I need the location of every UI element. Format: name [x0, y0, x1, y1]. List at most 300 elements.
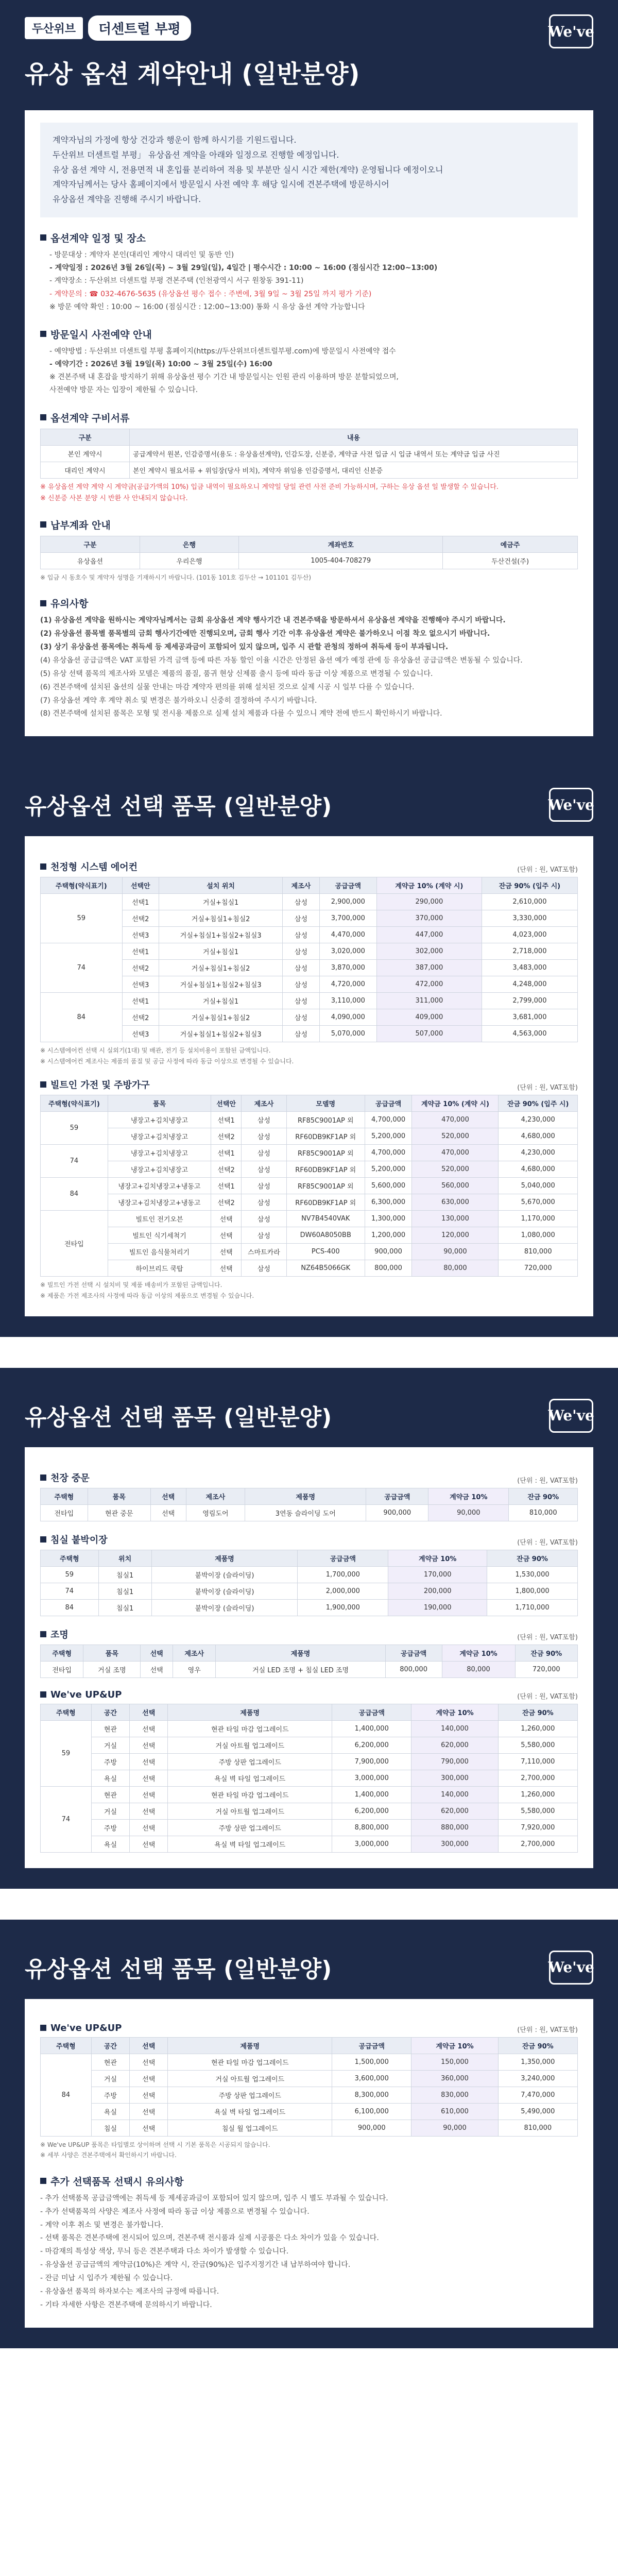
table-cell: 5,600,000 — [365, 1178, 412, 1194]
table-cell: 우리은행 — [140, 552, 239, 569]
square-bullet-icon — [40, 1475, 46, 1481]
table-cell: 욕실 벽 타일 업그레이드 — [168, 1836, 332, 1852]
table-cell: RF60DB9KF1AP 외 — [286, 1128, 365, 1145]
table-cell: 150,000 — [411, 2054, 498, 2070]
notice-line: (6) 견본주택에 설치된 옵션의 실물 안내는 마감 계약자 편의를 위해 설치된 것으로 실제 시공 시 일부 다를 수 있습니다. — [40, 683, 415, 691]
aircon-table-body — [41, 894, 578, 1042]
notice-line: (5) 유상 선택 품목의 제조사와 모델은 제품의 품질, 품귀 현상 신제품 출시 등에 따라 동급 이상 제품으로 변경될 수 있습니다. — [40, 669, 433, 678]
table-cell: 침실 월 업그레이드 — [168, 2120, 332, 2136]
table-header: 주택형 — [41, 1645, 83, 1661]
table-header: 공급금액 — [332, 1704, 411, 1720]
table-cell: 4,680,000 — [499, 1128, 578, 1145]
band3-card-wrap — [0, 1999, 618, 2348]
aircon-note: ※ 시스템에어컨 선택 시 실외기(1대) 및 배관, 전기 등 설치비용이 포함된 금액입니다. — [40, 1047, 271, 1055]
table-cell: 삼성 — [242, 1178, 287, 1194]
table-cell: 360,000 — [411, 2070, 498, 2087]
table-header: 제품명 — [168, 1704, 332, 1720]
schedule-lines — [40, 249, 578, 314]
table-header: 계약금 10% (계약 시) — [412, 1095, 499, 1112]
table-row — [41, 943, 578, 960]
table-cell: 냉장고+김치냉장고 — [108, 1112, 211, 1128]
account-table — [40, 536, 578, 569]
intro-line: 유상 옵션 계약 시, 전용면적 내 혼입률 분리하여 적용 및 부분만 실시 시간 제한(계약) 운영됩니다 예정이오니 — [53, 164, 443, 175]
table-cell: 1,530,000 — [487, 1566, 578, 1583]
table-cell: 4,720,000 — [319, 976, 376, 993]
table-cell: 3,110,000 — [319, 993, 376, 1009]
table-cell: 욕실 — [91, 1836, 129, 1852]
table-cell: 6,200,000 — [332, 1737, 411, 1753]
table-header: 품목 — [83, 1645, 141, 1661]
band1-card-wrap — [0, 836, 618, 1337]
table-cell: 삼성 — [242, 1211, 287, 1227]
reserve-title — [40, 327, 578, 341]
table-header: 구분 — [41, 429, 130, 445]
table-row — [41, 1819, 578, 1836]
extra-line: - 추가 선택품목 공급금액에는 취득세 등 제세공과금이 포함되어 있지 않으며, 입주 시 별도 부과될 수 있습니다. — [40, 2194, 388, 2202]
light-title-text: 조명 — [50, 1629, 68, 1640]
table-cell: 2,700,000 — [498, 1770, 577, 1786]
table-cell: 3,483,000 — [482, 960, 577, 976]
table-cell: 74 — [41, 1583, 99, 1599]
table-cell: 7,920,000 — [498, 1819, 577, 1836]
extra-title — [40, 2174, 578, 2188]
builtin-note: ※ 제품은 가전 제조사의 사정에 따라 동급 이상의 제품으로 변경될 수 있습니다. — [40, 1292, 254, 1299]
table-row — [41, 1786, 578, 1803]
table-row — [41, 1227, 578, 1244]
table-cell: 삼성 — [283, 993, 319, 1009]
extra-line: - 추가 선택품목의 사양은 제조사 사정에 따라 동급 이상 제품으로 변경될 수 있습니다. — [40, 2207, 310, 2216]
table-cell: 선택2 — [122, 960, 159, 976]
table-cell: 520,000 — [412, 1128, 499, 1145]
table-cell: 선택3 — [122, 1026, 159, 1042]
upgrade2-table-body — [41, 2054, 578, 2136]
extra-line: - 계약 이후 취소 및 변경은 불가합니다. — [40, 2221, 164, 2229]
table-cell: 5,670,000 — [499, 1194, 578, 1211]
notice-line: (1) 유상옵션 계약을 원하시는 계약자님께서는 금회 유상옵션 계약 행사기간 내 견본주택을 방문하셔서 유상옵션 계약을 진행해야 주시기 바랍니다. — [40, 616, 506, 625]
table-cell: 472,000 — [376, 976, 482, 993]
table-cell: 470,000 — [412, 1112, 499, 1128]
reserve-line: - 예약방법 : 두산위브 더센트럴 부평 홈페이지(https://두산위브더센트럴부평.com)에 방문일시 사전예약 접수 — [49, 347, 396, 355]
table-cell: 침실 — [91, 2120, 129, 2136]
table-cell: 거실 조명 — [83, 1661, 141, 1677]
table-cell: 470,000 — [412, 1145, 499, 1161]
table-cell: 1,900,000 — [298, 1599, 388, 1616]
table-header: 주택형 — [41, 1704, 92, 1720]
table-row — [41, 1211, 578, 1227]
table-cell: 침실1 — [98, 1599, 151, 1616]
square-bullet-icon — [40, 1081, 46, 1088]
table-header: 선택 — [130, 2037, 168, 2054]
table-cell: 거실+침실1+침실2 — [159, 960, 282, 976]
band-title: 유상옵션 선택 품목 (일반분양) — [25, 793, 332, 820]
table-cell: 1,170,000 — [499, 1211, 578, 1227]
upgrade2-title-text: We've UP&UP — [50, 2022, 122, 2033]
table-header: 제품명 — [245, 1488, 366, 1504]
table-cell: 거실+침실1+침실2+침실3 — [159, 1026, 282, 1042]
table-header: 품목 — [88, 1488, 150, 1504]
table-cell: 1,400,000 — [332, 1786, 411, 1803]
option-card-2 — [25, 1447, 593, 1868]
table-cell: RF60DB9KF1AP 외 — [286, 1161, 365, 1178]
table-cell: 120,000 — [412, 1227, 499, 1244]
extra-line: - 유상옵션 공급금액의 계약금(10%)은 계약 시, 잔금(90%)은 입주지정기간 내 납부하여야 합니다. — [40, 2261, 351, 2269]
table-cell: 선택 — [130, 2103, 168, 2120]
square-bullet-icon — [40, 1691, 46, 1698]
table-cell: 74 — [41, 1786, 92, 1852]
table-cell: 선택1 — [122, 993, 159, 1009]
extra-line: - 마감재의 특성상 색상, 무늬 등은 견본주택과 다소 차이가 발생할 수 있습니다. — [40, 2247, 289, 2256]
table-cell: 거실 — [91, 2070, 129, 2087]
schedule-line: - 계약일정 : 2026년 3월 26일(목) ~ 3월 29일(일), 4일간 | 평수시간 : 10:00 ~ 16:00 (점심시간 12:00~13:00) — [49, 264, 438, 273]
table-cell: 선택2 — [211, 1194, 242, 1211]
table-header: 선택 — [130, 1704, 168, 1720]
table-cell: 유상옵션 — [41, 552, 140, 569]
table-cell: 560,000 — [412, 1178, 499, 1194]
table-cell: 냉장고+김치냉장고+냉동고 — [108, 1178, 211, 1194]
unit-label: (단위 : 원, VAT포함) — [517, 866, 578, 874]
aircon-note: ※ 시스템에어컨 제조사는 제품의 품질 및 공급 사정에 따라 동급 이상으로 변경될 수 있습니다. — [40, 1057, 294, 1065]
table-header: 공간 — [91, 2037, 129, 2054]
table-cell: 주방 상판 업그레이드 — [168, 1819, 332, 1836]
table-cell: 3,240,000 — [498, 2070, 577, 2087]
page-title: 유상 옵션 계약안내 (일반분양) — [25, 60, 360, 89]
table-cell: 80,000 — [412, 1260, 499, 1277]
table-cell: RF85C9001AP 외 — [286, 1145, 365, 1161]
table-cell: 공급계약서 원본, 인감증명서(용도 : 유상옵션계약), 인감도장, 신분증, 계약금 사전 입금 시 입금 내역서 또는 계약금 입금 사진 — [130, 445, 578, 462]
table-cell: 84 — [41, 2054, 92, 2136]
table-cell: 침실1 — [98, 1566, 151, 1583]
table-cell: 610,000 — [411, 2103, 498, 2120]
table-cell: 영림도어 — [186, 1504, 245, 1521]
table-cell: 1,200,000 — [365, 1227, 412, 1244]
weve-logo-icon: We've — [549, 14, 593, 48]
extra-line: - 선택 품목은 견본주택에 전시되어 있으며, 견본주택 전시품과 실제 시공품은 다소 차이가 있을 수 있습니다. — [40, 2234, 379, 2243]
table-cell: RF85C9001AP 외 — [286, 1112, 365, 1128]
table-cell: 삼성 — [283, 1009, 319, 1026]
table-row — [41, 462, 578, 478]
table-row — [41, 1504, 578, 1521]
intro-card — [25, 110, 593, 736]
table-row — [41, 1566, 578, 1583]
table-cell: 130,000 — [412, 1211, 499, 1227]
table-cell: 1,800,000 — [487, 1583, 578, 1599]
table-cell: 현관 타일 마감 업그레이드 — [168, 1720, 332, 1737]
brand-label: 두산위브 — [25, 17, 83, 39]
band-title: 유상옵션 선택 품목 (일반분양) — [25, 1404, 332, 1431]
table-cell: 3,000,000 — [332, 1770, 411, 1786]
table-cell: 8,800,000 — [332, 1819, 411, 1836]
table-header: 제조사 — [242, 1095, 287, 1112]
notice-line: (4) 유상옵션 공급금액은 VAT 포함된 가격 금액 등에 따른 자동 할인 이율 시간은 안정된 옵션 예가 예정 관에 등 유상옵션 공급금액은 변동될 수 있습니다. — [40, 656, 523, 665]
table-cell: 대리인 계약시 — [41, 462, 130, 478]
table-cell: 거실+침실1+침실2 — [159, 910, 282, 927]
table-cell: 900,000 — [365, 1244, 412, 1260]
table-cell: 거실 아트월 업그레이드 — [168, 1737, 332, 1753]
square-bullet-icon — [40, 234, 46, 241]
table-cell: 1,700,000 — [298, 1566, 388, 1583]
table-cell: 5,200,000 — [365, 1161, 412, 1178]
table-header: 주택형 — [41, 2037, 92, 2054]
table-cell: 삼성 — [242, 1112, 287, 1128]
table-cell: 5,040,000 — [499, 1178, 578, 1194]
table-row — [41, 2120, 578, 2136]
reserve-line: - 예약기간 : 2026년 3월 19일(목) 10:00 ~ 3월 25일(수) 16:00 — [49, 360, 272, 369]
table-cell: 욕실 벽 타일 업그레이드 — [168, 1770, 332, 1786]
table-cell: 7,900,000 — [332, 1753, 411, 1770]
table-cell: 빌트인 음식물처리기 — [108, 1244, 211, 1260]
table-cell: 삼성 — [283, 960, 319, 976]
upgrade2-table — [40, 2037, 578, 2137]
table-cell: 삼성 — [283, 1026, 319, 1042]
table-cell: 선택 — [130, 1753, 168, 1770]
upgrade-table-body — [41, 1720, 578, 1852]
table-cell: 두산건설(주) — [443, 552, 578, 569]
table-cell: 삼성 — [283, 927, 319, 943]
table-cell: 전타입 — [41, 1661, 83, 1677]
table-cell: 5,200,000 — [365, 1128, 412, 1145]
table-row — [41, 1583, 578, 1599]
table-cell: 84 — [41, 1599, 99, 1616]
table-header: 잔금 90% — [487, 1550, 578, 1566]
table-cell: 삼성 — [242, 1161, 287, 1178]
table-cell: 선택 — [150, 1504, 186, 1521]
reserve-line: ※ 견본주택 내 혼잡을 방지하기 위해 유상옵션 평수 기간 내 방문일시는 인원 관리 이용하며 방문 분할되었으며, — [49, 373, 399, 382]
table-cell: 삼성 — [242, 1227, 287, 1244]
table-cell: 스마트카라 — [242, 1244, 287, 1260]
table-cell: 3,330,000 — [482, 910, 577, 927]
table-header: 설치 위치 — [159, 877, 282, 894]
table-cell: 59 — [41, 1566, 99, 1583]
table-cell: DW60A8050BB — [286, 1227, 365, 1244]
table-header: 제품명 — [168, 2037, 332, 2054]
table-cell: 거실 — [91, 1737, 129, 1753]
table-cell: 냉장고+김치냉장고 — [108, 1128, 211, 1145]
table-header: 공급금액 — [332, 2037, 411, 2054]
ceiling-table — [40, 1488, 578, 1521]
table-cell: 7,470,000 — [498, 2087, 577, 2103]
table-row — [41, 2070, 578, 2087]
table-cell: 거실+침실1+침실2+침실3 — [159, 927, 282, 943]
table-header: 선택 — [150, 1488, 186, 1504]
table-cell: 2,000,000 — [298, 1583, 388, 1599]
table-cell: 2,610,000 — [482, 894, 577, 910]
table-cell: 190,000 — [388, 1599, 487, 1616]
table-header: 제조사 — [283, 877, 319, 894]
table-cell: 900,000 — [366, 1504, 428, 1521]
intro-box — [40, 123, 578, 217]
table-cell: 주방 — [91, 1819, 129, 1836]
table-cell: 4,680,000 — [499, 1161, 578, 1178]
notice-line: (3) 상기 유상옵션 품목에는 취득세 등 제세공과금이 포함되어 있지 않으며, 입주 시 관할 관청의 정하여 취득세 등이 부과됩니다. — [40, 643, 449, 652]
table-cell: 90,000 — [411, 2120, 498, 2136]
table-cell: 1,260,000 — [498, 1720, 577, 1737]
extra-lines — [40, 2192, 578, 2312]
table-cell: 빌트인 전기오븐 — [108, 1211, 211, 1227]
table-cell: 7,110,000 — [498, 1753, 577, 1770]
upgrade2-note: ※ 세부 사양은 견본주택에서 확인하시기 바랍니다. — [40, 2151, 177, 2159]
account-title-text: 납부계좌 안내 — [50, 519, 111, 531]
ceiling-title-text: 천장 중문 — [50, 1472, 90, 1484]
unit-label: (단위 : 원, VAT포함) — [517, 1538, 578, 1547]
table-cell: RF60DB9KF1AP 외 — [286, 1194, 365, 1211]
notice-line: (8) 견본주택에 설치된 품목은 모형 및 전시용 제품으로 실제 설치 제품과 다를 수 있으니 계약 전에 반드시 확인하시기 바랍니다. — [40, 709, 442, 718]
table-cell: 5,580,000 — [498, 1803, 577, 1819]
table-cell: 선택1 — [211, 1145, 242, 1161]
square-bullet-icon — [40, 521, 46, 528]
table-cell: 90,000 — [412, 1244, 499, 1260]
table-header: 잔금 90% (입주 시) — [499, 1095, 578, 1112]
flooring-table-body — [41, 1566, 578, 1616]
table-cell: 311,000 — [376, 993, 482, 1009]
schedule-title-text: 옵션계약 일정 및 장소 — [50, 232, 146, 244]
table-header: 잔금 90% (입주 시) — [482, 877, 577, 894]
table-cell: 냉장고+김치냉장고 — [108, 1161, 211, 1178]
table-cell: 거실 아트월 업그레이드 — [168, 2070, 332, 2087]
table-header: 제품명 — [216, 1645, 385, 1661]
flooring-title-text: 침실 붙박이장 — [50, 1534, 108, 1546]
table-cell: 90,000 — [428, 1504, 509, 1521]
table-header: 공급금액 — [366, 1488, 428, 1504]
table-cell: 4,230,000 — [499, 1112, 578, 1128]
table-cell: 720,000 — [515, 1661, 577, 1677]
table-cell: NZ64B5066GK — [286, 1260, 365, 1277]
table-row — [41, 552, 578, 569]
table-header: 제조사 — [173, 1645, 216, 1661]
table-header: 품목 — [108, 1095, 211, 1112]
builtin-note: ※ 빌트인 가전 선택 시 설치비 및 제품 배송비가 포함된 금액입니다. — [40, 1281, 222, 1289]
table-cell: 80,000 — [442, 1661, 515, 1677]
table-cell: 3,870,000 — [319, 960, 376, 976]
table-cell: 붙박이장 (슬라이딩) — [151, 1566, 298, 1583]
table-row — [41, 1803, 578, 1819]
table-header: 계약금 10% — [411, 2037, 498, 2054]
page-bottom — [0, 2348, 618, 2364]
table-cell: 790,000 — [411, 1753, 498, 1770]
spacer — [0, 1889, 618, 1920]
table-cell: 880,000 — [411, 1819, 498, 1836]
documents-note: ※ 유상옵션 계약 계약 시 계약금(공급가액의 10%) 입금 내역이 필요하오니 계약일 당일 관련 사전 준비 가능하시며, 구하는 유상 옵션 일 발생할 수 있습니다. — [40, 483, 499, 491]
aircon-table — [40, 877, 578, 1042]
upgrade-title-text: We've UP&UP — [50, 1689, 122, 1700]
notice-lines — [40, 614, 578, 721]
schedule-line: - 방문대상 : 계약자 본인(대리인 계약시 대리인 및 동반 인) — [49, 250, 234, 259]
intro-line: 계약자님의 가정에 항상 건강과 행운이 함께 하시기를 기원드립니다. — [53, 135, 297, 145]
table-header: 계약금 10% — [411, 1704, 498, 1720]
spacer — [0, 1337, 618, 1368]
notice-title-text: 유의사항 — [50, 598, 89, 610]
builtin-title-text: 빌트인 가전 및 주방가구 — [50, 1080, 150, 1091]
table-cell: 주방 상판 업그레이드 — [168, 1753, 332, 1770]
table-cell: 선택2 — [211, 1161, 242, 1178]
account-title — [40, 518, 578, 532]
extra-line: - 기타 자세한 사항은 견본주택에 문의하시기 바랍니다. — [40, 2300, 212, 2309]
table-cell: 520,000 — [412, 1161, 499, 1178]
table-row — [41, 1128, 578, 1145]
table-cell: 욕실 벽 타일 업그레이드 — [168, 2103, 332, 2120]
table-cell: PCS-400 — [286, 1244, 365, 1260]
table-cell: 현관 중문 — [88, 1504, 150, 1521]
table-cell: 300,000 — [411, 1836, 498, 1852]
table-cell: 현관 타일 마감 업그레이드 — [168, 1786, 332, 1803]
table-cell: 선택 — [130, 1803, 168, 1819]
intro-line: 계약자님께서는 당사 홈페이지에서 방문일시 사전 예약 후 해당 일시에 견본주택에 방문하시어 — [53, 179, 389, 190]
reserve-line: 사전예약 방문 자는 입장이 제한될 수 있습니다. — [49, 386, 198, 395]
table-header: 계약금 10% — [388, 1550, 487, 1566]
table-cell: 5,070,000 — [319, 1026, 376, 1042]
square-bullet-icon — [40, 2025, 46, 2031]
table-header: 계약금 10% — [428, 1488, 509, 1504]
table-cell: 삼성 — [242, 1128, 287, 1145]
option-band-1 — [0, 757, 618, 836]
weve-logo-icon: We've — [549, 788, 593, 822]
intro-line: 두산위브 더센트럴 부평」 유상옵션 계약을 아래와 일정으로 진행할 예정입니다. — [53, 149, 339, 160]
table-cell: 삼성 — [283, 894, 319, 910]
table-header: 공급금액 — [365, 1095, 412, 1112]
table-header: 은행 — [140, 536, 239, 552]
table-cell: 387,000 — [376, 960, 482, 976]
square-bullet-icon — [40, 863, 46, 870]
table-cell: 선택 — [130, 2070, 168, 2087]
table-cell: 주방 — [91, 2087, 129, 2103]
documents-note: ※ 신분증 사본 분양 시 반환 사 안내되지 않습니다. — [40, 494, 188, 502]
weve-logo-icon: We've — [549, 1399, 593, 1433]
table-cell: 409,000 — [376, 1009, 482, 1026]
table-header: 위치 — [98, 1550, 151, 1566]
table-cell: 삼성 — [242, 1194, 287, 1211]
table-cell: 선택2 — [122, 1009, 159, 1026]
square-bullet-icon — [40, 600, 46, 606]
account-number[interactable]: 1005-404-708279 — [239, 552, 443, 569]
table-cell: 선택2 — [122, 910, 159, 927]
table-cell: 삼성 — [283, 910, 319, 927]
reserve-lines — [40, 345, 578, 397]
option-band-2 — [0, 1368, 618, 1447]
table-header: 선택 — [141, 1645, 173, 1661]
table-cell: 선택 — [130, 1819, 168, 1836]
table-cell: 선택1 — [122, 894, 159, 910]
intro-line: 유상옵션 계약을 진행해 주시기 바랍니다. — [53, 194, 201, 205]
notice-line: (2) 유상옵션 품목별 품목별의 금회 행사기간에만 진행되오며, 금회 행사 기간 이후 유상옵션 계약은 불가하오니 이점 착오 없으시기 바랍니다. — [40, 630, 490, 638]
brand-row — [25, 15, 593, 41]
table-cell: 삼성 — [283, 943, 319, 960]
table-cell: 810,000 — [498, 2120, 577, 2136]
table-header: 선택안 — [211, 1095, 242, 1112]
table-cell: 140,000 — [411, 1786, 498, 1803]
table-cell: 3,700,000 — [319, 910, 376, 927]
table-cell: 59 — [41, 1112, 108, 1145]
builtin-table — [40, 1095, 578, 1277]
table-cell: 현관 — [91, 1786, 129, 1803]
table-cell: 5,490,000 — [498, 2103, 577, 2120]
table-row — [41, 1836, 578, 1852]
table-header: 계좌번호 — [239, 536, 443, 552]
table-row — [41, 2054, 578, 2070]
notice-line: (7) 유상옵션 계약 후 계약 취소 및 변경은 불가하오니 신중히 결정하여 주시기 바랍니다. — [40, 696, 317, 705]
table-cell: 447,000 — [376, 927, 482, 943]
table-cell: 현관 타일 마감 업그레이드 — [168, 2054, 332, 2070]
option-band-3 — [0, 1920, 618, 1999]
table-cell: 3연동 슬라이딩 도어 — [245, 1504, 366, 1521]
table-cell: 선택 — [130, 1770, 168, 1786]
table-cell: 영우 — [173, 1661, 216, 1677]
upgrade-table — [40, 1704, 578, 1853]
table-cell: 선택3 — [122, 927, 159, 943]
table-row — [41, 1260, 578, 1277]
band2-card-wrap — [0, 1447, 618, 1889]
table-cell: 빌트인 식기세척기 — [108, 1227, 211, 1244]
table-row — [41, 1599, 578, 1616]
builtin-table-body — [41, 1112, 578, 1277]
